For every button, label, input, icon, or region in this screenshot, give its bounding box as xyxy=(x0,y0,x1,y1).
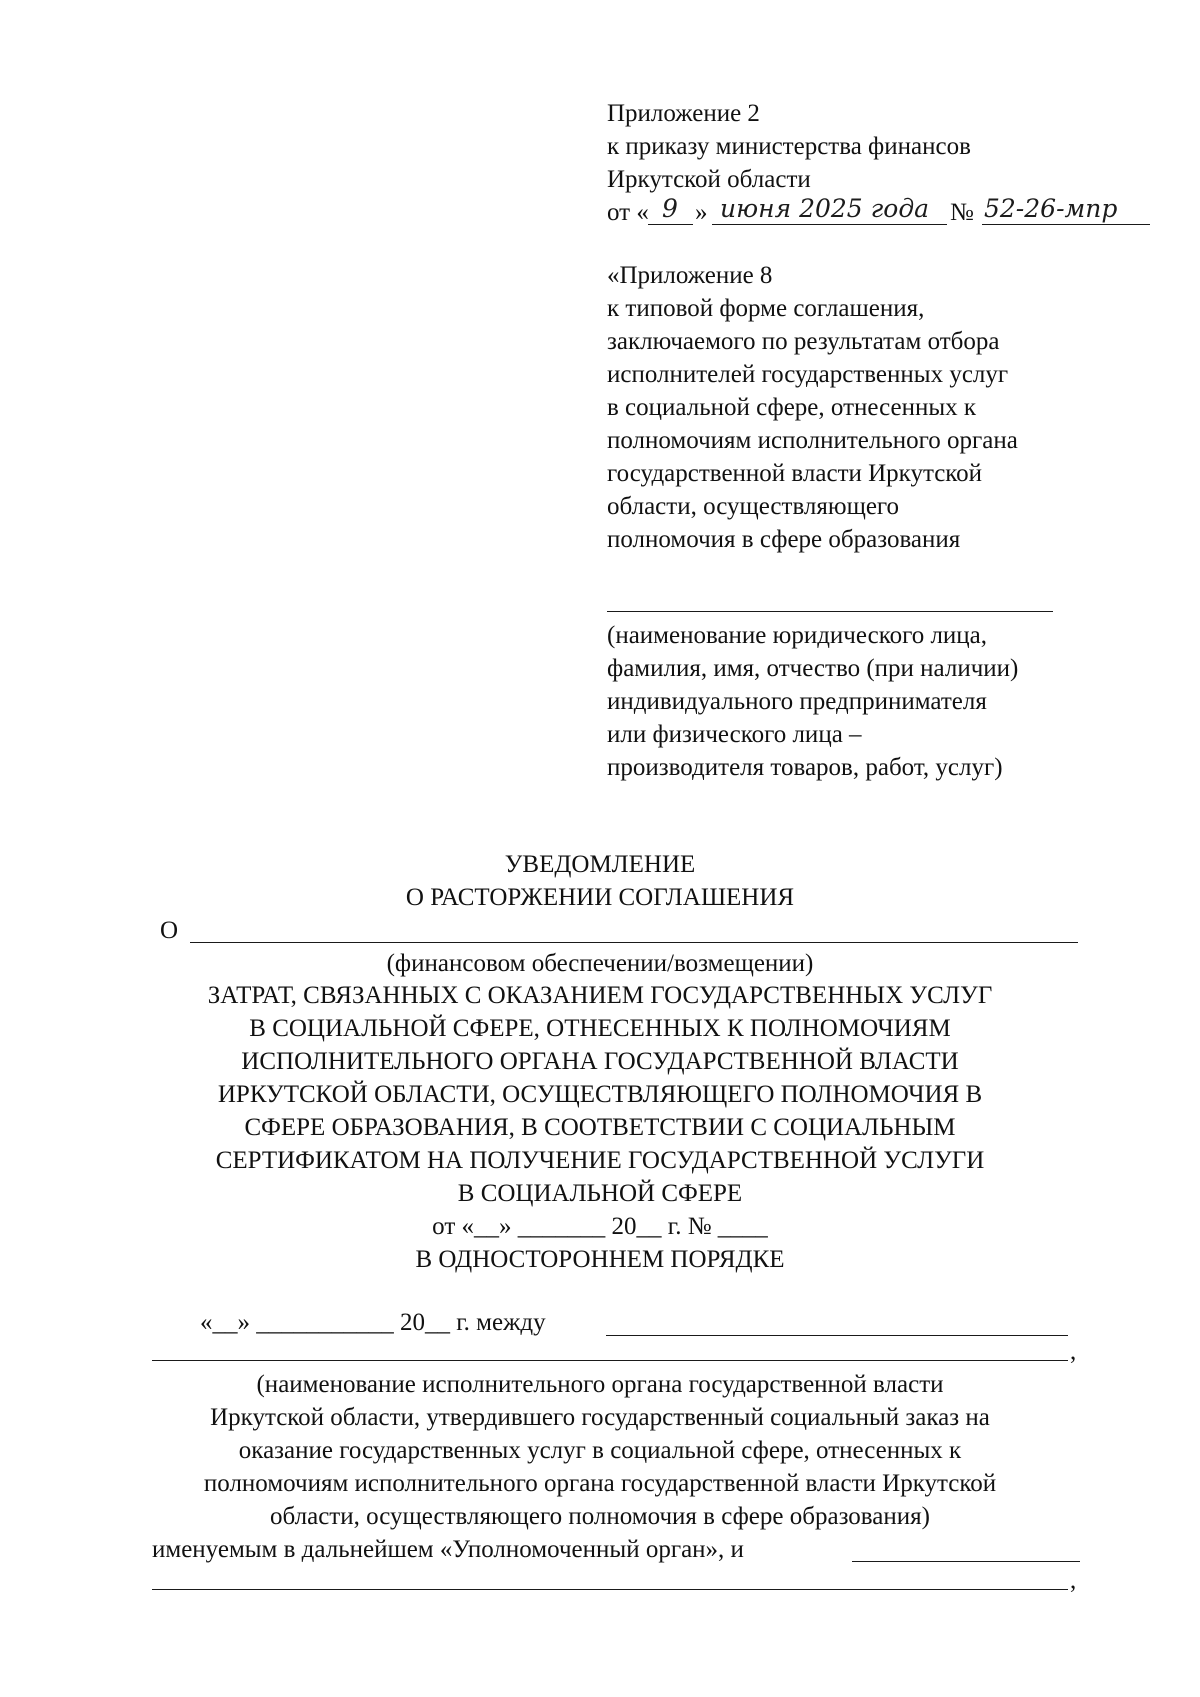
title-body-line: ИРКУТСКОЙ ОБЛАСТИ, ОСУЩЕСТВЛЯЮЩЕГО ПОЛНОМОЧИЯ В xyxy=(217,1081,983,1108)
recipient-caption-line: (наименование юридического лица, xyxy=(607,622,988,649)
authority-caption-line: Иркутской области, утвердившего государственный социальный заказ на xyxy=(210,1404,990,1431)
recipient-caption-line: фамилия, имя, отчество (при наличии) xyxy=(607,655,1019,682)
header-line: к приказу министерства финансов xyxy=(607,133,971,160)
order-date-underline xyxy=(712,224,947,225)
title-body-line: ИСПОЛНИТЕЛЬНОГО ОРГАНА ГОСУДАРСТВЕННОЙ ВЛАСТИ xyxy=(241,1048,959,1075)
appendix-line: области, осуществляющего xyxy=(607,493,900,520)
appendix-line: исполнителей государственных услуг xyxy=(607,361,1009,388)
recipient-caption-line: производителя товаров, работ, услуг) xyxy=(607,754,1003,781)
title-o-prefix: О xyxy=(160,917,179,944)
appendix-line: «Приложение 8 xyxy=(607,262,773,289)
counterparty-field xyxy=(852,1561,1080,1562)
order-number-sign: № xyxy=(950,199,974,226)
order-number-handwritten: 52-26-мпр xyxy=(984,194,1118,223)
order-number-underline xyxy=(982,224,1150,225)
title-body-line: СЕРТИФИКАТОМ НА ПОЛУЧЕНИЕ ГОСУДАРСТВЕННОЙ УСЛУГИ xyxy=(215,1147,985,1174)
title-o-caption: (финансовом обеспечении/возмещении) xyxy=(386,950,814,977)
counterparty-comma: , xyxy=(1070,1567,1077,1594)
appendix-line: заключаемого по результатам отбора xyxy=(607,328,1000,355)
authority-caption-line: оказание государственных услуг в социальной сфере, отнесенных к xyxy=(238,1437,962,1464)
order-day-handwritten: 9 xyxy=(662,194,678,223)
title-body-line: В СОЦИАЛЬНОЙ СФЕРЕ xyxy=(457,1180,743,1207)
between-party-field xyxy=(606,1335,1068,1336)
title-o-field xyxy=(190,942,1078,943)
title-date-line: от «__» _______ 20__ г. № ____ xyxy=(432,1213,768,1240)
document-title: УВЕДОМЛЕНИЕ xyxy=(504,851,696,878)
appendix-line: полномочиям исполнительного органа xyxy=(607,427,1018,454)
appendix-line: государственной власти Иркутской xyxy=(607,460,983,487)
order-date-prefix: от « xyxy=(607,199,649,226)
counterparty-field-2 xyxy=(152,1589,1068,1590)
order-date-close: » xyxy=(695,199,708,226)
agreement-date-line: «__» ___________ 20__ г. между xyxy=(200,1309,546,1336)
authority-name-field xyxy=(152,1360,1068,1361)
order-date-handwritten: июня 2025 года xyxy=(720,194,930,223)
appendix-line: полномочия в сфере образования xyxy=(607,526,961,553)
header-line: Приложение 2 xyxy=(607,100,760,127)
title-body-line: ЗАТРАТ, СВЯЗАННЫХ С ОКАЗАНИЕМ ГОСУДАРСТВЕННЫХ УСЛУГ xyxy=(207,982,993,1009)
authority-name-comma: , xyxy=(1070,1338,1077,1365)
authority-caption-line: полномочиям исполнительного органа государственной власти Иркутской xyxy=(203,1470,997,1497)
title-body-line: В СОЦИАЛЬНОЙ СФЕРЕ, ОТНЕСЕННЫХ К ПОЛНОМОЧИЯМ xyxy=(249,1015,951,1042)
appendix-line: к типовой форме соглашения, xyxy=(607,295,925,322)
order-day-underline xyxy=(648,224,693,225)
appendix-line: в социальной сфере, отнесенных к xyxy=(607,394,977,421)
document-subtitle: О РАСТОРЖЕНИИ СОГЛАШЕНИЯ xyxy=(405,884,795,911)
recipient-name-field xyxy=(607,611,1053,612)
header-line: Иркутской области xyxy=(607,166,811,193)
title-unilateral: В ОДНОСТОРОННЕМ ПОРЯДКЕ xyxy=(415,1246,785,1273)
recipient-caption-line: индивидуального предпринимателя xyxy=(607,688,987,715)
authority-caption-line: (наименование исполнительного органа государственной власти xyxy=(256,1371,944,1398)
hereinafter-text: именуемым в дальнейшем «Уполномоченный орган», и xyxy=(152,1536,744,1563)
recipient-caption-line: или физического лица – xyxy=(607,721,862,748)
authority-caption-line: области, осуществляющего полномочия в сфере образования) xyxy=(270,1503,930,1530)
title-body-line: СФЕРЕ ОБРАЗОВАНИЯ, В СООТВЕТСТВИИ С СОЦИАЛЬНЫМ xyxy=(244,1114,956,1141)
